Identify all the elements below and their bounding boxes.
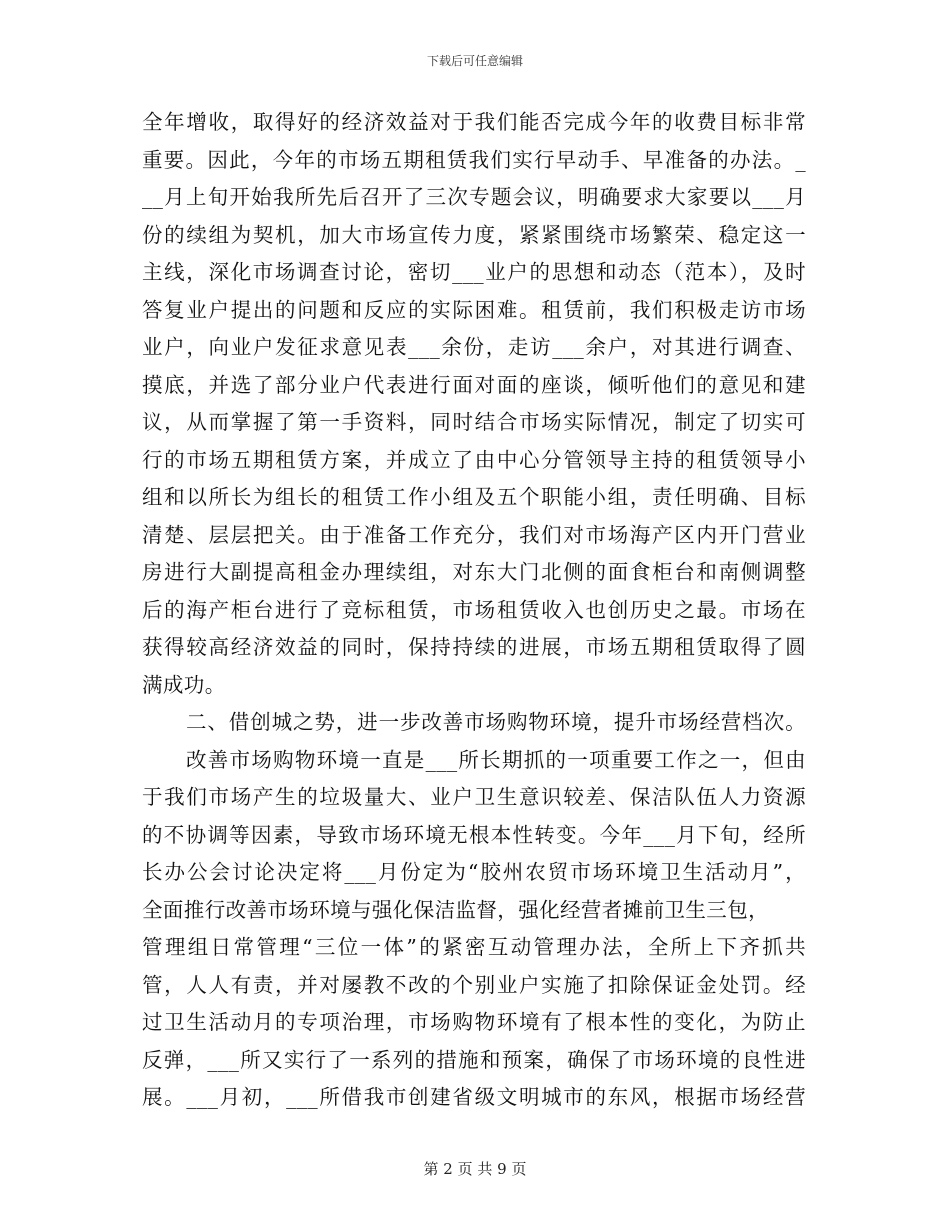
text-line: 答复业户提出的问题和反应的实际困难。租赁前，我们积极走访市场 [142, 297, 806, 322]
text-line: 反弹，___所又实行了一系列的措施和预案，确保了市场环境的良性进 [142, 1047, 806, 1072]
text-line: 长办公会讨论决定将___月份定为“胶州农贸市场环境卫生活动月”， [142, 860, 806, 884]
text-line: 于我们市场产生的垃圾量大、业户卫生意识较差、保洁队伍人力资源 [142, 785, 806, 809]
page-footer: 第 2 页 共 9 页 [423, 1160, 527, 1178]
text-line: 管理组日常管理“三位一体”的紧密互动管理办法，全所上下齐抓共 [142, 935, 806, 959]
text-line: 改善市场购物环境一直是___所长期抓的一项重要工作之一，但由 [186, 747, 806, 772]
text-line: 房进行大副提高租金办理续组，对东大门北侧的面食柜台和南侧调整 [142, 560, 806, 584]
text-line: 全年增收，取得好的经济效益对于我们能否完成今年的收费目标非常 [142, 110, 806, 134]
text-line: 清楚、层层把关。由于准备工作充分，我们对市场海产区内开门营业 [142, 522, 806, 547]
page-header: 下载后可任意编辑 [426, 54, 523, 68]
text-line: 过卫生活动月的专项治理，市场购物环境有了根本性的变化，为防止 [142, 1010, 806, 1034]
document-body [142, 104, 806, 1117]
text-line: 行的市场五期租赁方案，并成立了由中心分管领导主持的租赁领导小 [142, 447, 806, 472]
text-line: 份的续组为契机，加大市场宣传力度，紧紧围绕市场繁荣、稳定这一 [142, 222, 806, 247]
text-line: 组和以所长为组长的租赁工作小组及五个职能小组，责任明确、目标 [142, 485, 806, 509]
text-line: 的不协调等因素，导致市场环境无根本性转变。今年___月下旬，经所 [142, 822, 806, 847]
text-line: 主线，深化市场调查讨论，密切___业户的思想和动态（范本），及时 [142, 260, 806, 284]
text-line: 二、借创城之势，进一步改善市场购物环境，提升市场经营档次。 [186, 710, 806, 734]
text-line: __月上旬开始我所先后召开了三次专题会议，明确要求大家要以___月 [142, 185, 806, 209]
text-line: 摸底，并选了部分业户代表进行面对面的座谈，倾听他们的意见和建 [142, 372, 806, 397]
text-line: 展。___月初，___所借我市创建省级文明城市的东风，根据市场经营 [142, 1085, 806, 1109]
text-line: 获得较高经济效益的同时，保持持续的进展，市场五期租赁取得了圆 [142, 635, 806, 659]
text-line: 管，人人有责，并对屡教不改的个别业户实施了扣除保证金处罚。经 [142, 972, 806, 997]
text-line: 重要。因此，今年的市场五期租赁我们实行早动手、早准备的办法。_ [142, 147, 806, 172]
text-line: 后的海产柜台进行了竞标租赁，市场租赁收入也创历史之最。市场在 [142, 597, 806, 622]
text-line: 满成功。 [142, 672, 226, 697]
text-line: 议，从而掌握了第一手资料，同时结合市场实际情况，制定了切实可 [142, 410, 806, 434]
text-line: 全面推行改善市场环境与强化保洁监督，强化经营者摊前卫生三包， [142, 897, 769, 922]
text-line: 业户，向业户发征求意见表___余份，走访___余户，对其进行调查、 [142, 335, 806, 359]
